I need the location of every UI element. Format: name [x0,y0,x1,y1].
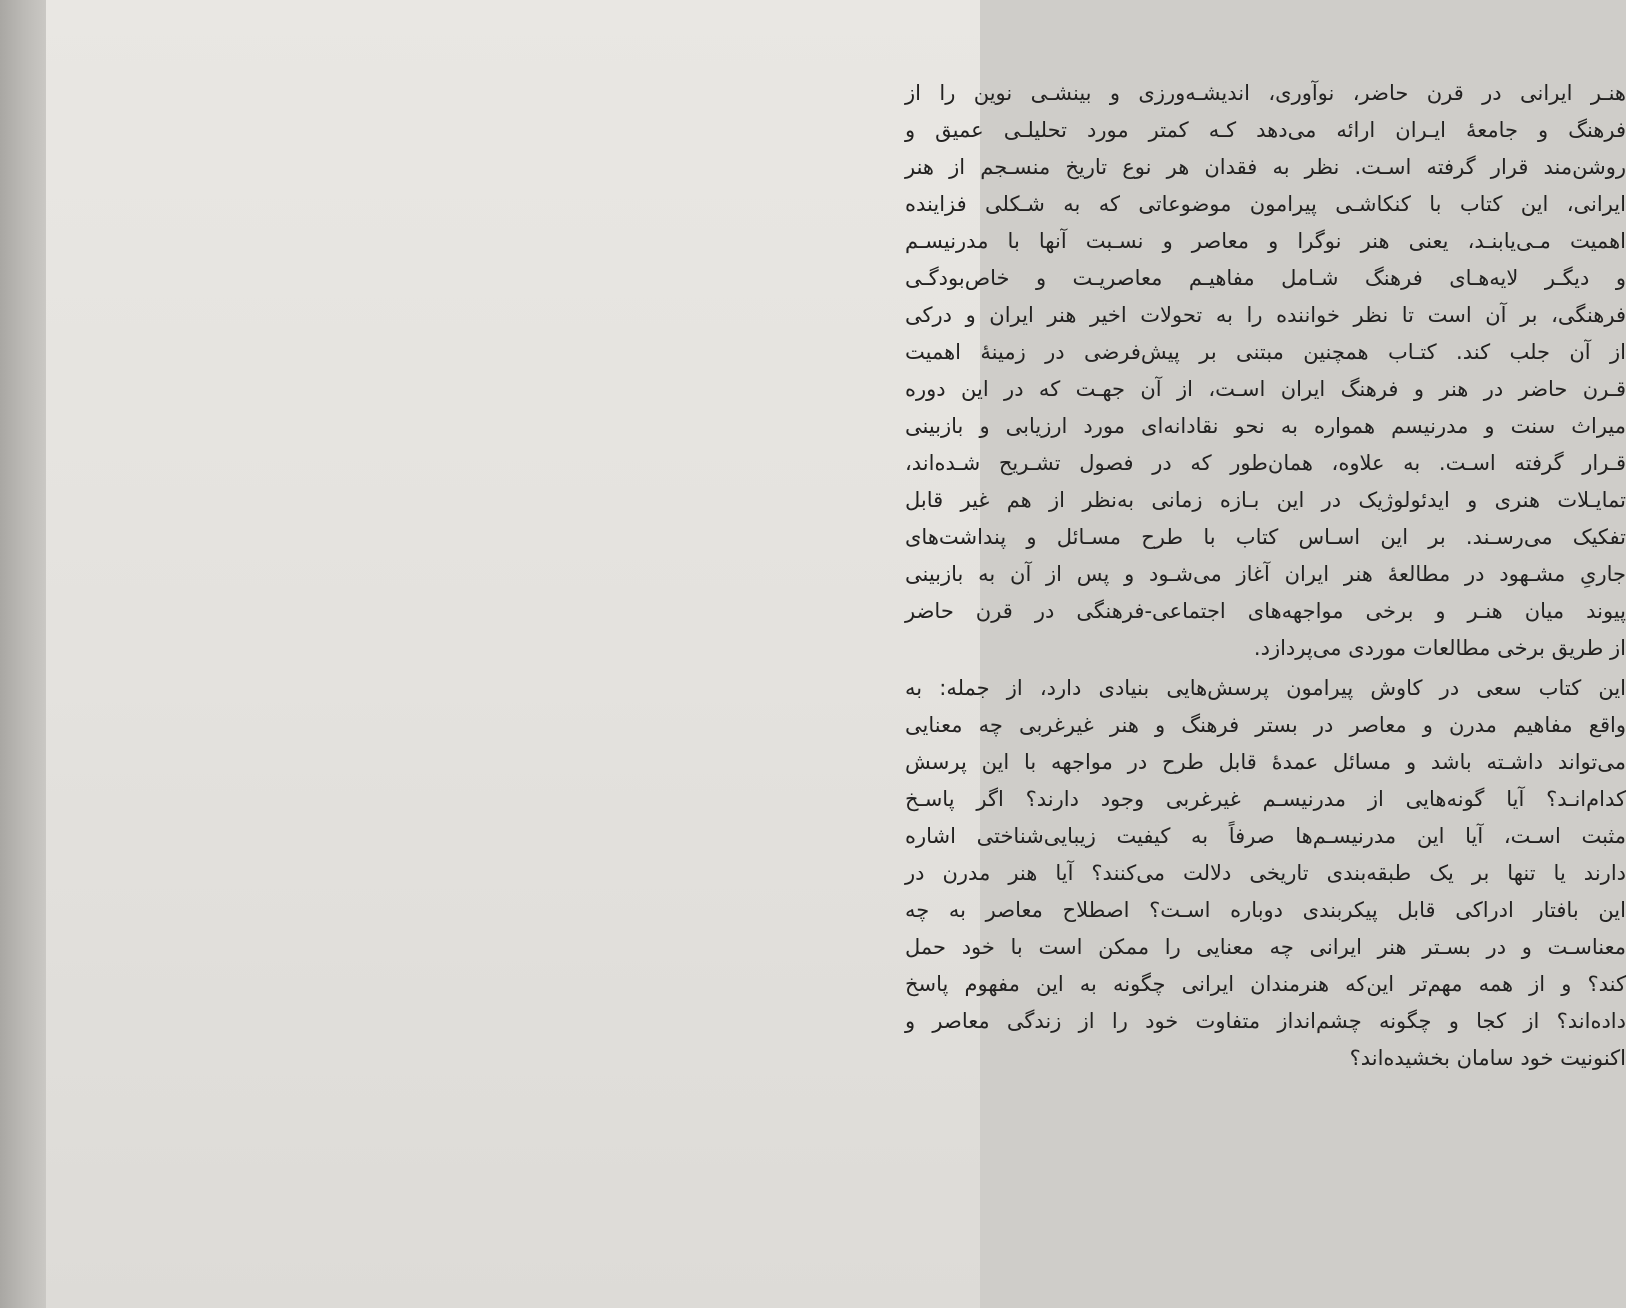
text-line: دارند یا تنها بر یک طبقه‌بندی تاریخی دلالت می‌کنند؟ آیا هنر مدرن در [905,861,1626,885]
text-line: قـرن حاضر در هنر و فرهنگ ایران اسـت، از آن جهـت که در این دوره [905,377,1626,401]
text-line: جاریِ مشـهود در مطالعهٔ هنر ایران آغاز می‌شـود و پس از آن به بازبینی [905,562,1626,586]
adjacent-page-edge [0,0,46,1308]
text-line: هنـر ایرانی در قرن حاضر، نوآوری، اندیشـه‌ورزی و بینشـی نوین را از [905,81,1626,105]
text-line: ایرانی، این کتاب با کنکاشـی پیرامون موضوعاتی که به شـکلی فزاینده [905,192,1626,216]
text-line: فرهنگ و جامعهٔ ایـران ارائه می‌دهد کـه کمتر مورد تحلیلـی عمیق و [905,118,1626,142]
text-line: معناسـت و در بسـتر هنر ایرانی چه معنایی را ممکن است با خود حمل [905,935,1626,959]
text-line: واقع مفاهیم مدرن و معاصر در بستر فرهنگ و هنر غیرغربی چه معنایی [905,713,1626,737]
book-page [46,0,1626,1308]
text-line: داده‌اند؟ از کجا و چگونه چشم‌انداز متفاوت خود را از زندگی معاصر و [905,1009,1626,1033]
text-line: می‌تواند داشـته باشد و مسائل عمدهٔ قابل طرح در مواجهه با این پرسش [905,750,1626,774]
text-line: مثبت اسـت، آیا این مدرنیسـم‌ها صرفاً به کیفیت زیبایی‌شناختی اشاره [905,824,1626,848]
text-line: تمایـلات هنری و ایدئولوژیک در این بـازه زمانی به‌نظر از هم غیر قابل [905,488,1626,512]
text-line: میراث سنت و مدرنیسم همواره به نحو نقادانه‌ای مورد ارزیابی و بازبینی [905,414,1626,438]
text-line: کند؟ و از همه مهم‌تر این‌که هنرمندان ایرانی چگونه به این مفهوم پاسخ [905,972,1626,996]
text-line: از طریق برخی مطالعات موردی می‌پردازد. [1253,636,1626,660]
text-line: تفکیک می‌رسـند. بر این اسـاس کتاب با طرح مسـائل و پنداشت‌های [905,525,1626,549]
text-line: این کتاب سعی در کاوش پیرامون پرسش‌هایی بنیادی دارد، از جمله: به [905,676,1626,700]
text-line: از آن جلب کند. کتـاب همچنین مبتنی بر پیش‌فرضی در زمینهٔ اهمیت [905,340,1626,364]
text-line: این بافتار ادراکی قابل پیکربندی دوباره اسـت؟ اصطلاح معاصر به چه [905,898,1626,922]
text-line: کدام‌انـد؟ آیا گونه‌هایی از مدرنیسـم غیرغربی وجود دارند؟ اگر پاسـخ [905,787,1626,811]
text-line: روشن‌مند قرار گرفته اسـت. نظر به فقدان هر نوع تاریخ منسـجم از هنر [905,155,1626,179]
text-line: پیوند میان هنـر و برخی مواجهه‌های اجتماعی-فرهنگی در قرن حاضر [905,599,1626,623]
text-line: قـرار گرفته اسـت. به علاوه، همان‌طور که در فصول تشـریح شـده‌اند، [905,451,1626,475]
text-line: فرهنگی، بر آن است تا نظر خواننده را به تحولات اخیر هنر ایران و درکی [905,303,1626,327]
text-line: اکنونیت خود سامان بخشیده‌اند؟ [1349,1046,1626,1070]
text-line: اهمیت مـی‌یابنـد، یعنی هنر نوگرا و معاصر و نسـبت آنها با مدرنیسـم [905,229,1626,253]
text-line: و دیگـر لایه‌هـای فرهنگ شـامل مفاهیـم معاصریـت و خاص‌بودگـی [905,266,1626,290]
